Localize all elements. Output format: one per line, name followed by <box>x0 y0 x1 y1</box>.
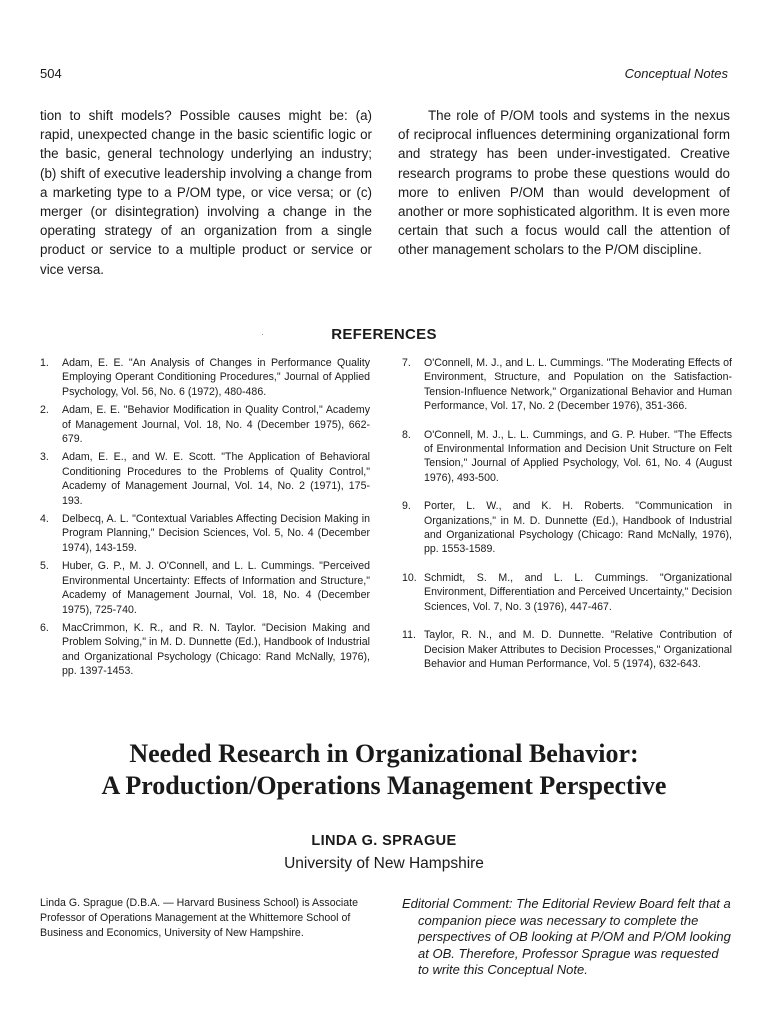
body-columns <box>40 106 730 279</box>
reference-number: 3. <box>40 451 49 464</box>
references-heading: REFERENCES <box>331 326 437 343</box>
reference-number: 6. <box>40 621 49 634</box>
reference-number: 8. <box>402 428 411 441</box>
reference-text: MacCrimmon, K. R., and R. N. Taylor. "Decision Making and Problem Solving," in M. D. Dunnette (Ed.), Handbook of Industrial and Organizational Psychology (Chicago: Rand McNally, 1976), pp. 1397-1453. <box>62 621 370 678</box>
running-title: Conceptual Notes <box>624 66 728 81</box>
reference-item <box>402 628 732 671</box>
editorial-comment-text: Editorial Comment: The Editorial Review Board felt that a companion piece was necessary to complete the perspectives of OB looking at P/OM and P/OM looking at OB. Therefore, Professor Sprague was requested to write this Conceptual Note. <box>402 896 731 978</box>
reference-item <box>40 621 370 679</box>
reference-number: 1. <box>40 357 49 369</box>
article-title-line-2: A Production/Operations Management Perspective <box>101 771 667 800</box>
article-title <box>0 738 768 802</box>
reference-item <box>402 356 732 414</box>
reference-number: 11. <box>402 629 416 642</box>
reference-text: Taylor, R. N., and M. D. Dunnette. "Relative Contribution of Decision Maker Attributes to Decision Processes," Organizational Behavior and Human Performance, Vol. 5 (1974), 632-643. <box>424 629 732 670</box>
reference-text: Schmidt, S. M., and L. L. Cummings. "Organizational Environment, Differentiation and Perceived Uncertainty," Decision Sciences, Vol. 7, No. 3 (1976), 447-467. <box>424 571 732 613</box>
editorial-comment <box>402 896 732 979</box>
reference-text: O'Connell, M. J., L. L. Cummings, and G. P. Huber. "The Effects of Environmental Information and Decision Unit Structure on Felt Tension," Journal of Applied Psychology, Vol. 61, No. 4 (August 1976), 493-500. <box>424 428 732 484</box>
author-affiliation: University of New Hampshire <box>284 855 484 872</box>
reference-text: Porter, L. W., and K. H. Roberts. "Communication in Organizations," in M. D. Dunnette (Ed.), Handbook of Industrial and Organizational Psychology (Chicago: Rand McNally, 1976), pp. 1553-1589. <box>424 500 732 556</box>
reference-text: O'Connell, M. J., and L. L. Cummings. "The Moderating Effects of Environment, Structure, and Population on the Satisfaction-Tension-Influence Network," Organizational Behavior and Human Performance, Vol. 17, No. 2 (December 1976), 351-366. <box>424 357 732 413</box>
reference-item <box>40 512 370 555</box>
reference-item <box>402 428 732 486</box>
body-column-left <box>40 106 372 279</box>
reference-text: Huber, G. P., M. J. O'Connell, and L. L. Cummings. "Perceived Environmental Uncertainty: Effects of Information and Structure," Academy of Management Journal, Vol. 18, No. 4 (December 1975), 725-740. <box>62 560 370 616</box>
body-paragraph-right: The role of P/OM tools and systems in the nexus of reciprocal influences determining organizational form and strategy has been under-investigated. Creative research programs to probe these questions would do more to enliven P/OM than would development of another or more sophisticated algorithm. It is even more certain that such a focus would call the attention of other management scholars to the P/OM discipline. <box>398 108 730 258</box>
reference-item <box>402 571 732 614</box>
article-title-line-1: Needed Research in Organizational Behavior: <box>129 739 639 768</box>
reference-item <box>402 499 732 557</box>
references-list <box>40 356 732 685</box>
references-column-left <box>40 356 370 685</box>
references-column-right <box>402 356 732 685</box>
page-number: 504 <box>40 66 62 81</box>
reference-number: 9. <box>402 500 411 513</box>
reference-item <box>40 559 370 617</box>
reference-number: 7. <box>402 357 411 369</box>
reference-number: 5. <box>40 560 49 573</box>
reference-text: Adam, E. E., and W. E. Scott. "The Application of Behavioral Conditioning Procedures to the Problems of Quality Control," Academy of Management Journal, Vol. 14, No. 2 (1971), 175-193. <box>62 451 370 507</box>
reference-item <box>40 356 370 399</box>
author-name: LINDA G. SPRAGUE <box>311 833 457 849</box>
footer-notes <box>40 896 732 979</box>
reference-number: 4. <box>40 513 49 526</box>
reference-text: Adam, E. E. "Behavior Modification in Quality Control," Academy of Management Journal, Vol. 18, No. 4 (December 1975), 662-679. <box>62 404 370 446</box>
reference-text: Adam, E. E. "An Analysis of Changes in Performance Quality Employing Operant Conditioning Procedures," Journal of Applied Psychology, Vol. 56, No. 6 (1972), 480-486. <box>62 357 370 398</box>
reference-number: 10. <box>402 571 417 584</box>
reference-item <box>40 403 370 446</box>
author-note: Linda G. Sprague (D.B.A. — Harvard Business School) is Associate Professor of Operations Management at the Whittemore School of Business and Economics, University of New Hampshire. <box>40 897 358 939</box>
body-column-right <box>398 106 730 279</box>
reference-number: 2. <box>40 404 49 417</box>
reference-text: Delbecq, A. L. "Contextual Variables Affecting Decision Making in Program Planning," Decision Sciences, Vol. 5, No. 4 (December 1974), 143-159. <box>62 513 370 554</box>
reference-item <box>40 450 370 508</box>
body-paragraph-left: tion to shift models? Possible causes might be: (a) rapid, unexpected change in the basic scientific logic or the basic, general technology underlying an industry; (b) shift of executive leadership involving a change from a marketing type to a P/OM type, or vice versa; or (c) merger (or disintegration) involving a change in the operating strategy of an organization from a single product or service to a multiple product or service or vice versa. <box>40 108 372 277</box>
